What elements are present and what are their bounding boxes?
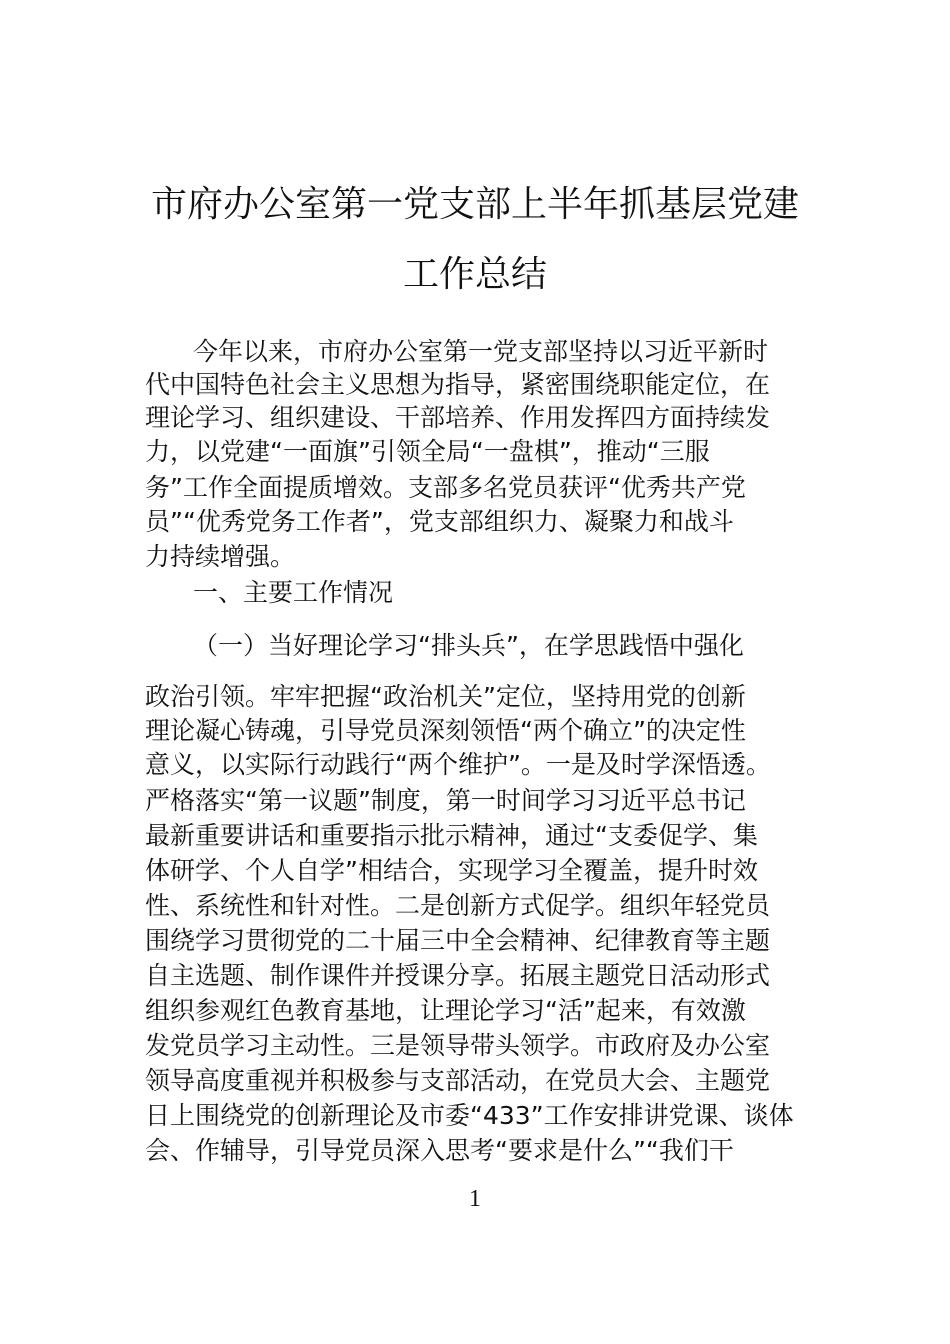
intro-line-6: 员”“优秀党务工作者”，党支部组织力、凝聚力和战斗: [145, 507, 734, 536]
document-title-line-1: 市府办公室第一党支部上半年抓基层党建: [150, 184, 799, 225]
body-line-3: 意义，以实际行动践行“两个维护”。一是及时学深悟透。: [145, 750, 771, 779]
document-title-line-2: 工作总结: [402, 254, 547, 295]
body-line-13: 日上围绕党的创新理论及市委“433”工作安排讲党课、谈体: [145, 1101, 794, 1130]
body-line-14: 会、作辅导，引导党员深入思考“要求是什么”“我们干: [145, 1136, 734, 1165]
body-line-7: 性、系统性和针对性。二是创新方式促学。组织年轻党员: [145, 891, 771, 920]
body-line-2: 理论凝心铸魂，引导党员深刻领悟“两个确立”的决定性: [145, 716, 746, 745]
subheading: （一）当好理论学习“排头兵”，在学思践悟中强化: [193, 631, 744, 660]
body-line-5: 最新重要讲话和重要指示批示精神，通过“支委促学、集: [145, 821, 758, 850]
body-line-11: 发党员学习主动性。三是领导带头领学。市政府及办公室: [145, 1031, 771, 1060]
intro-line-4: 力，以党建“一面旗”引领全局“一盘棋”，推动“三服: [145, 437, 710, 466]
body-line-10: 组织参观红色教育基地，让理论学习“活”起来，有效激: [145, 996, 746, 1025]
intro-line-1: 今年以来，市府办公室第一党支部坚持以习近平新时: [193, 337, 769, 366]
intro-line-3: 理论学习、组织建设、干部培养、作用发挥四方面持续发: [145, 403, 771, 432]
body-line-9: 自主选题、制作课件并授课分享。拓展主题党日活动形式: [145, 961, 771, 990]
intro-line-2: 代中国特色社会主义思想为指导，紧密围绕职能定位，在: [145, 370, 771, 399]
intro-line-7: 力持续增强。: [145, 542, 296, 571]
intro-line-5: 务”工作全面提质增效。支部多名党员获评“优秀共产党: [145, 473, 746, 502]
body-line-4: 严格落实“第一议题”制度，第一时间学习习近平总书记: [145, 786, 746, 815]
body-line-6: 体研学、个人自学”相结合，实现学习全覆盖，提升时效: [145, 856, 758, 885]
body-line-8: 围绕学习贯彻党的二十届三中全会精神、纪律教育等主题: [145, 926, 771, 955]
body-line-12: 领导高度重视并积极参与支部活动，在党员大会、主题党: [145, 1066, 771, 1095]
section-heading: 一、主要工作情况: [193, 578, 394, 607]
body-line-1: 政治引领。牢牢把握“政治机关”定位，坚持用党的创新: [145, 682, 746, 711]
page-number: 1: [469, 1186, 481, 1212]
